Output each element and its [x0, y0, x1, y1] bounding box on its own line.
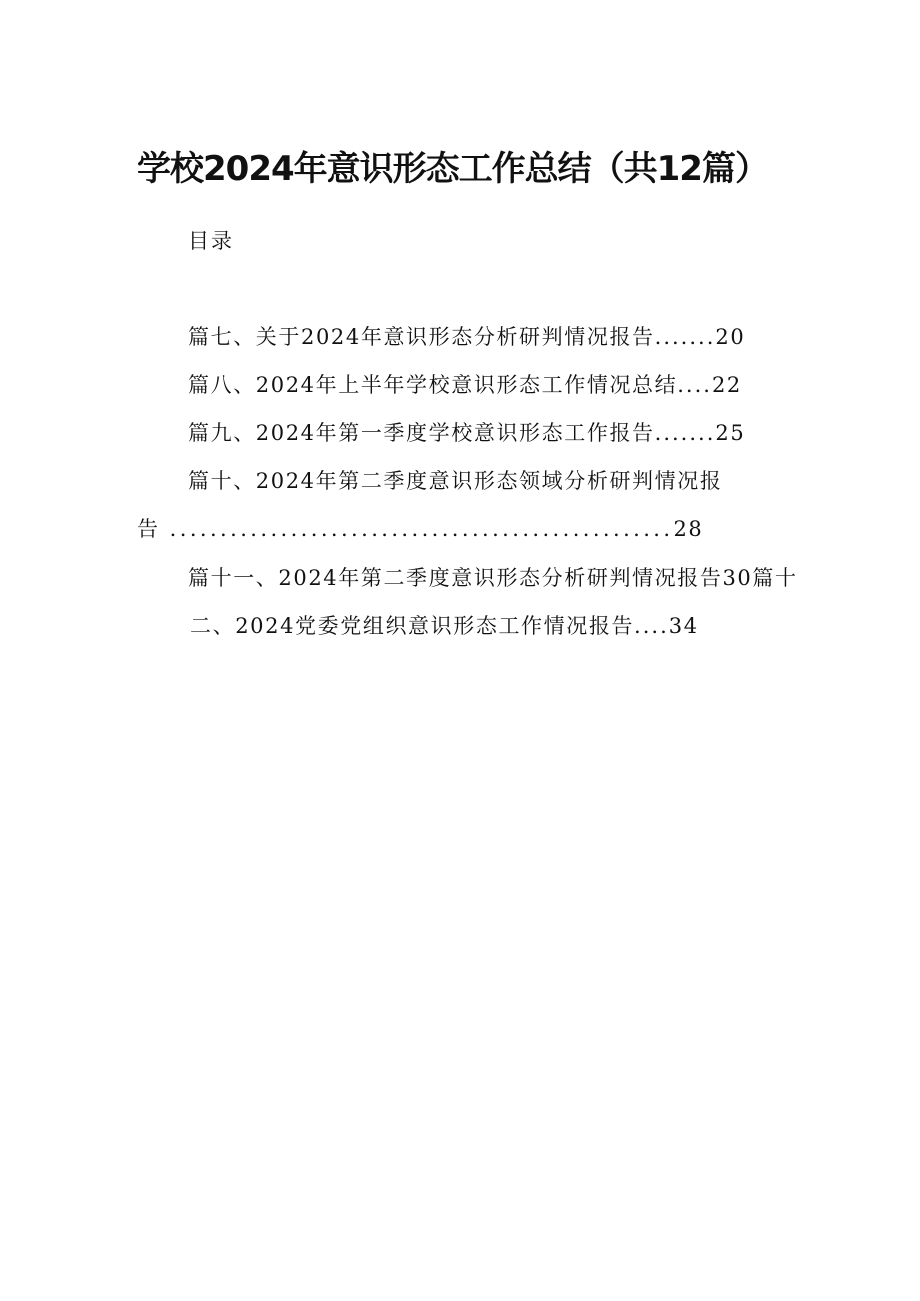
toc-entry-text: 篇九、2024年第一季度学校意识形态工作报告 — [188, 421, 655, 445]
toc-entry[interactable] — [188, 466, 722, 496]
toc-entry[interactable] — [188, 370, 742, 400]
toc-entry-page: 28 — [673, 517, 704, 541]
toc-entry-leader: .................................................. — [159, 517, 674, 541]
toc-entry-text: 告 — [137, 517, 160, 541]
toc-entry-leader: ....... — [654, 325, 716, 349]
toc-entry-continuation[interactable] — [137, 514, 703, 544]
toc-entry-leader: ....... — [654, 421, 716, 445]
toc-entry[interactable] — [188, 418, 745, 448]
toc-entry-page: 34 — [668, 614, 699, 638]
toc-entry-page: 25 — [715, 421, 746, 445]
toc-entry[interactable] — [188, 322, 745, 352]
toc-entry-text: 篇八、2024年上半年学校意识形态工作情况总结 — [188, 373, 678, 397]
toc-heading: 目录 — [188, 229, 234, 253]
toc-entry-text: 篇七、关于2024年意识形态分析研判情况报告 — [188, 325, 655, 349]
document-title: 学校2024年意识形态工作总结（共12篇） — [137, 149, 768, 189]
toc-entry-text: 篇十一、2024年第二季度意识形态分析研判情况报告30篇十 — [188, 566, 798, 590]
toc-entry-leader: .... — [677, 373, 712, 397]
toc-entry-continuation[interactable] — [190, 611, 699, 641]
toc-entry-text: 篇十、2024年第二季度意识形态领域分析研判情况报 — [188, 469, 723, 493]
toc-entry-text: 二、2024党委党组织意识形态工作情况报告 — [190, 614, 635, 638]
toc-entry-page: 22 — [711, 373, 742, 397]
toc-entry-page: 20 — [715, 325, 746, 349]
toc-entry-leader: .... — [634, 614, 669, 638]
toc-entry[interactable] — [188, 563, 798, 593]
